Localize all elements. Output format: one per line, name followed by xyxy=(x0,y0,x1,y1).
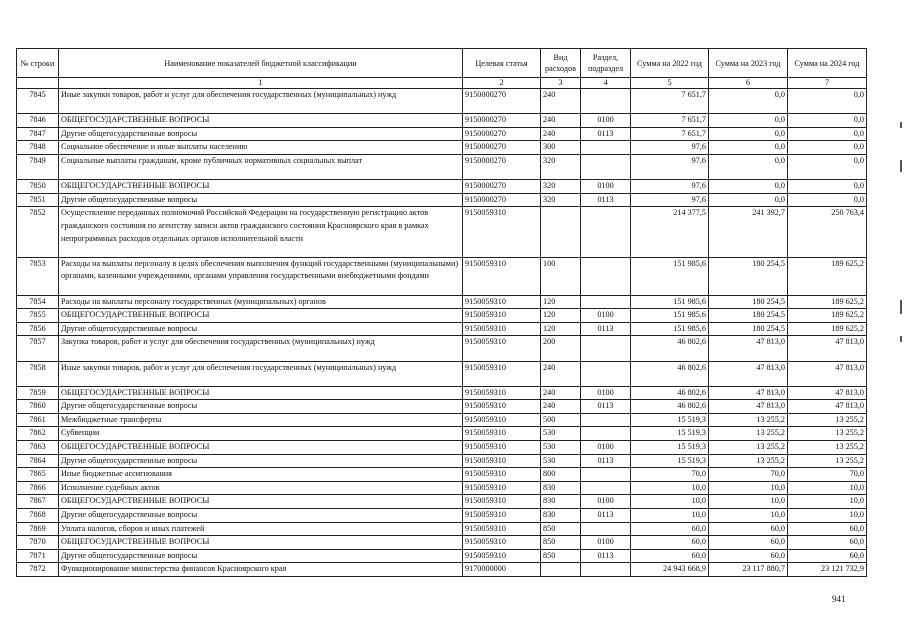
scan-edge-mark xyxy=(900,160,902,172)
table-row xyxy=(17,495,867,509)
row-section: 0100 xyxy=(581,386,631,400)
row-number: 7868 xyxy=(17,509,59,523)
row-name: Иные бюджетные ассигнования xyxy=(59,468,463,482)
table-row xyxy=(17,563,867,577)
row-number: 7864 xyxy=(17,454,59,468)
row-sum-2023: 47 813,0 xyxy=(709,400,788,414)
row-expense-kind: 100 xyxy=(541,257,581,295)
row-section: 0100 xyxy=(581,309,631,323)
row-name: Субвенции xyxy=(59,427,463,441)
row-section xyxy=(581,413,631,427)
column-number: 6 xyxy=(709,78,788,89)
row-number: 7858 xyxy=(17,361,59,386)
row-expense-kind: 240 xyxy=(541,386,581,400)
table-row xyxy=(17,441,867,455)
table-row xyxy=(17,154,867,179)
row-section xyxy=(581,563,631,577)
row-expense-kind: 120 xyxy=(541,295,581,309)
column-number: 4 xyxy=(581,78,631,89)
row-section xyxy=(581,336,631,361)
table-row xyxy=(17,536,867,550)
row-sum-2024: 23 121 732,9 xyxy=(788,563,867,577)
row-number: 7866 xyxy=(17,481,59,495)
row-expense-kind: 850 xyxy=(541,522,581,536)
row-name: Социальное обеспечение и иные выплаты населению xyxy=(59,141,463,155)
row-target-article: 9150059310 xyxy=(463,468,541,482)
row-section xyxy=(581,257,631,295)
table-header xyxy=(17,49,867,89)
row-target-article: 9150059310 xyxy=(463,257,541,295)
row-expense-kind: 120 xyxy=(541,322,581,336)
row-target-article: 9150059310 xyxy=(463,386,541,400)
header-row-number: № строки xyxy=(17,49,59,78)
row-expense-kind: 850 xyxy=(541,536,581,550)
table-row xyxy=(17,141,867,155)
row-sum-2023: 0,0 xyxy=(709,127,788,141)
row-sum-2024: 60,0 xyxy=(788,536,867,550)
row-expense-kind: 850 xyxy=(541,549,581,563)
row-section: 0113 xyxy=(581,322,631,336)
row-section: 0113 xyxy=(581,509,631,523)
row-number: 7862 xyxy=(17,427,59,441)
row-sum-2022: 10,0 xyxy=(631,495,709,509)
row-expense-kind: 300 xyxy=(541,141,581,155)
row-sum-2024: 13 255,2 xyxy=(788,454,867,468)
table-row xyxy=(17,207,867,257)
table-row xyxy=(17,481,867,495)
row-name: Расходы на выплаты персоналу в целях обеспечения выполнения функций государственными (муниципальными) органами, казенными учреждениями, органами управления государственными внебюджетными фондами xyxy=(59,257,463,295)
row-number: 7871 xyxy=(17,549,59,563)
row-sum-2022: 151 985,6 xyxy=(631,322,709,336)
table-row xyxy=(17,127,867,141)
row-sum-2024: 13 255,2 xyxy=(788,427,867,441)
row-section xyxy=(581,141,631,155)
scan-edge-mark xyxy=(900,122,902,128)
row-target-article: 9150000270 xyxy=(463,141,541,155)
row-expense-kind: 830 xyxy=(541,495,581,509)
row-number: 7850 xyxy=(17,180,59,194)
row-expense-kind: 120 xyxy=(541,309,581,323)
row-sum-2022: 97,6 xyxy=(631,154,709,179)
row-sum-2023: 47 813,0 xyxy=(709,386,788,400)
row-expense-kind: 240 xyxy=(541,127,581,141)
column-number: 2 xyxy=(463,78,541,89)
row-number: 7860 xyxy=(17,400,59,414)
row-sum-2023: 180 254,5 xyxy=(709,295,788,309)
row-target-article: 9150059310 xyxy=(463,536,541,550)
row-expense-kind xyxy=(541,563,581,577)
row-number: 7872 xyxy=(17,563,59,577)
table-row xyxy=(17,454,867,468)
row-name: ОБЩЕГОСУДАРСТВЕННЫЕ ВОПРОСЫ xyxy=(59,180,463,194)
row-sum-2024: 0,0 xyxy=(788,180,867,194)
column-number: 3 xyxy=(541,78,581,89)
row-number: 7849 xyxy=(17,154,59,179)
row-target-article: 9150059310 xyxy=(463,522,541,536)
row-expense-kind xyxy=(541,207,581,257)
row-target-article: 9150059310 xyxy=(463,295,541,309)
row-sum-2024: 189 625,2 xyxy=(788,309,867,323)
row-sum-2022: 151 985,6 xyxy=(631,309,709,323)
row-sum-2023: 0,0 xyxy=(709,141,788,155)
header-sum-2023: Сумма на 2023 год xyxy=(709,49,788,78)
row-section: 0100 xyxy=(581,495,631,509)
row-target-article: 9150059310 xyxy=(463,427,541,441)
row-sum-2023: 13 255,2 xyxy=(709,413,788,427)
table-row xyxy=(17,413,867,427)
row-sum-2024: 189 625,2 xyxy=(788,257,867,295)
row-number: 7851 xyxy=(17,193,59,207)
row-name: Расходы на выплаты персоналу государственных (муниципальных) органов xyxy=(59,295,463,309)
row-target-article: 9150059310 xyxy=(463,322,541,336)
row-name: Другие общегосударственные вопросы xyxy=(59,509,463,523)
row-section xyxy=(581,295,631,309)
scan-edge-mark xyxy=(900,300,902,314)
row-target-article: 9150000270 xyxy=(463,180,541,194)
row-sum-2023: 60,0 xyxy=(709,522,788,536)
row-number: 7863 xyxy=(17,441,59,455)
row-sum-2022: 15 519,3 xyxy=(631,413,709,427)
row-section xyxy=(581,361,631,386)
row-sum-2022: 97,6 xyxy=(631,141,709,155)
row-expense-kind: 530 xyxy=(541,427,581,441)
row-section xyxy=(581,468,631,482)
row-sum-2023: 0,0 xyxy=(709,193,788,207)
row-section xyxy=(581,154,631,179)
row-sum-2022: 10,0 xyxy=(631,481,709,495)
row-sum-2022: 15 519,3 xyxy=(631,427,709,441)
row-sum-2022: 97,6 xyxy=(631,193,709,207)
row-sum-2024: 10,0 xyxy=(788,481,867,495)
row-sum-2024: 60,0 xyxy=(788,549,867,563)
column-number xyxy=(17,78,59,89)
header-name: Наименование показателей бюджетной классификации xyxy=(59,49,463,78)
row-name: ОБЩЕГОСУДАРСТВЕННЫЕ ВОПРОСЫ xyxy=(59,309,463,323)
row-sum-2022: 70,0 xyxy=(631,468,709,482)
row-section: 0100 xyxy=(581,536,631,550)
row-sum-2023: 180 254,5 xyxy=(709,309,788,323)
row-sum-2024: 0,0 xyxy=(788,141,867,155)
row-sum-2023: 47 813,0 xyxy=(709,361,788,386)
row-name: Другие общегосударственные вопросы xyxy=(59,193,463,207)
row-section xyxy=(581,522,631,536)
row-target-article: 9150059310 xyxy=(463,495,541,509)
row-expense-kind: 320 xyxy=(541,154,581,179)
column-number: 1 xyxy=(59,78,463,89)
row-target-article: 9150059310 xyxy=(463,454,541,468)
row-sum-2024: 0,0 xyxy=(788,114,867,128)
table-row xyxy=(17,522,867,536)
row-expense-kind: 530 xyxy=(541,454,581,468)
row-sum-2024: 0,0 xyxy=(788,154,867,179)
row-name: Закупка товаров, работ и услуг для обеспечения государственных (муниципальных) нужд xyxy=(59,336,463,361)
row-expense-kind: 530 xyxy=(541,441,581,455)
row-sum-2023: 70,0 xyxy=(709,468,788,482)
header-expense-kind: Вид расходов xyxy=(541,49,581,78)
table-row xyxy=(17,400,867,414)
row-sum-2024: 47 813,0 xyxy=(788,386,867,400)
table-row xyxy=(17,193,867,207)
row-number: 7856 xyxy=(17,322,59,336)
row-name: Другие общегосударственные вопросы xyxy=(59,454,463,468)
row-name: Исполнение судебных актов xyxy=(59,481,463,495)
row-target-article: 9150059310 xyxy=(463,413,541,427)
row-name: Уплата налогов, сборов и иных платежей xyxy=(59,522,463,536)
row-sum-2022: 7 651,7 xyxy=(631,127,709,141)
row-sum-2023: 10,0 xyxy=(709,481,788,495)
row-sum-2023: 180 254,5 xyxy=(709,322,788,336)
row-section xyxy=(581,89,631,114)
row-sum-2023: 10,0 xyxy=(709,509,788,523)
row-sum-2022: 60,0 xyxy=(631,536,709,550)
row-section: 0113 xyxy=(581,193,631,207)
row-section: 0113 xyxy=(581,549,631,563)
row-target-article: 9150059310 xyxy=(463,481,541,495)
row-target-article: 9150000270 xyxy=(463,114,541,128)
row-expense-kind: 800 xyxy=(541,468,581,482)
header-target-article: Целевая статья xyxy=(463,49,541,78)
row-name: Другие общегосударственные вопросы xyxy=(59,127,463,141)
row-sum-2023: 0,0 xyxy=(709,89,788,114)
row-sum-2023: 60,0 xyxy=(709,536,788,550)
row-name: Другие общегосударственные вопросы xyxy=(59,322,463,336)
column-number: 7 xyxy=(788,78,867,89)
row-target-article: 9150059310 xyxy=(463,400,541,414)
row-sum-2024: 47 813,0 xyxy=(788,336,867,361)
table-row xyxy=(17,336,867,361)
row-section xyxy=(581,427,631,441)
row-sum-2022: 24 943 668,9 xyxy=(631,563,709,577)
row-expense-kind: 240 xyxy=(541,361,581,386)
row-number: 7846 xyxy=(17,114,59,128)
row-number: 7859 xyxy=(17,386,59,400)
row-expense-kind: 200 xyxy=(541,336,581,361)
row-target-article: 9150000270 xyxy=(463,154,541,179)
row-target-article: 9150059310 xyxy=(463,509,541,523)
row-sum-2023: 241 392,7 xyxy=(709,207,788,257)
row-sum-2023: 13 255,2 xyxy=(709,454,788,468)
row-number: 7870 xyxy=(17,536,59,550)
row-name: Иные закупки товаров, работ и услуг для обеспечения государственных (муниципальных) нужд xyxy=(59,89,463,114)
row-sum-2024: 47 813,0 xyxy=(788,361,867,386)
column-number: 5 xyxy=(631,78,709,89)
row-sum-2024: 10,0 xyxy=(788,495,867,509)
row-section: 0113 xyxy=(581,454,631,468)
row-section xyxy=(581,207,631,257)
row-name: Функционирование министерства финансов Красноярского края xyxy=(59,563,463,577)
row-section: 0113 xyxy=(581,127,631,141)
row-number: 7848 xyxy=(17,141,59,155)
row-sum-2022: 46 802,6 xyxy=(631,336,709,361)
row-sum-2023: 60,0 xyxy=(709,549,788,563)
row-target-article: 9150059310 xyxy=(463,207,541,257)
row-number: 7869 xyxy=(17,522,59,536)
row-sum-2023: 23 117 880,7 xyxy=(709,563,788,577)
table-row xyxy=(17,89,867,114)
row-number: 7865 xyxy=(17,468,59,482)
row-target-article: 9150000270 xyxy=(463,127,541,141)
row-sum-2022: 151 985,6 xyxy=(631,295,709,309)
table-row xyxy=(17,549,867,563)
row-name: Осуществление переданных полномочий Российской Федерации на государственную регистрацию актов гражданского состояния по агентству записи актов гражданского состояния Красноярского края в рамках непрограммных расходов отдельных органов исполнительной власти xyxy=(59,207,463,257)
row-sum-2024: 47 813,0 xyxy=(788,400,867,414)
row-target-article: 9150059310 xyxy=(463,441,541,455)
table-row xyxy=(17,295,867,309)
budget-table xyxy=(16,48,867,577)
row-number: 7857 xyxy=(17,336,59,361)
page-number: 941 xyxy=(832,594,846,604)
row-name: Другие общегосударственные вопросы xyxy=(59,400,463,414)
row-section: 0100 xyxy=(581,114,631,128)
row-target-article: 9170000000 xyxy=(463,563,541,577)
row-number: 7867 xyxy=(17,495,59,509)
row-name: Социальные выплаты гражданам, кроме публичных нормативных социальных выплат xyxy=(59,154,463,179)
row-target-article: 9150000270 xyxy=(463,193,541,207)
row-expense-kind: 240 xyxy=(541,400,581,414)
row-sum-2023: 47 813,0 xyxy=(709,336,788,361)
row-sum-2022: 46 802,6 xyxy=(631,361,709,386)
row-sum-2022: 46 802,6 xyxy=(631,400,709,414)
table-row xyxy=(17,427,867,441)
row-sum-2023: 180 254,5 xyxy=(709,257,788,295)
row-sum-2024: 70,0 xyxy=(788,468,867,482)
table-body xyxy=(17,89,867,577)
table-row xyxy=(17,257,867,295)
row-sum-2022: 7 651,7 xyxy=(631,114,709,128)
row-sum-2022: 214 377,5 xyxy=(631,207,709,257)
header-section: Раздел, подраздел xyxy=(581,49,631,78)
row-target-article: 9150059310 xyxy=(463,336,541,361)
row-name: ОБЩЕГОСУДАРСТВЕННЫЕ ВОПРОСЫ xyxy=(59,386,463,400)
row-number: 7854 xyxy=(17,295,59,309)
table-row xyxy=(17,509,867,523)
row-name: ОБЩЕГОСУДАРСТВЕННЫЕ ВОПРОСЫ xyxy=(59,495,463,509)
row-expense-kind: 320 xyxy=(541,180,581,194)
row-sum-2022: 97,6 xyxy=(631,180,709,194)
row-sum-2023: 10,0 xyxy=(709,495,788,509)
row-section: 0100 xyxy=(581,180,631,194)
scan-edge-mark xyxy=(900,336,902,342)
row-name: Иные закупки товаров, работ и услуг для обеспечения государственных (муниципальных) нужд xyxy=(59,361,463,386)
row-sum-2022: 151 985,6 xyxy=(631,257,709,295)
row-sum-2023: 0,0 xyxy=(709,114,788,128)
row-expense-kind: 320 xyxy=(541,193,581,207)
row-sum-2024: 0,0 xyxy=(788,127,867,141)
row-name: ОБЩЕГОСУДАРСТВЕННЫЕ ВОПРОСЫ xyxy=(59,536,463,550)
row-sum-2024: 60,0 xyxy=(788,522,867,536)
header-sum-2022: Сумма на 2022 год xyxy=(631,49,709,78)
row-name: Другие общегосударственные вопросы xyxy=(59,549,463,563)
row-number: 7847 xyxy=(17,127,59,141)
row-sum-2022: 60,0 xyxy=(631,522,709,536)
row-sum-2022: 7 651,7 xyxy=(631,89,709,114)
row-section: 0100 xyxy=(581,441,631,455)
table-row xyxy=(17,386,867,400)
row-section: 0113 xyxy=(581,400,631,414)
row-sum-2024: 189 625,2 xyxy=(788,295,867,309)
row-target-article: 9150059310 xyxy=(463,309,541,323)
row-target-article: 9150059310 xyxy=(463,361,541,386)
row-name: ОБЩЕГОСУДАРСТВЕННЫЕ ВОПРОСЫ xyxy=(59,441,463,455)
row-number: 7845 xyxy=(17,89,59,114)
row-expense-kind: 830 xyxy=(541,509,581,523)
table-row xyxy=(17,114,867,128)
table-row xyxy=(17,322,867,336)
row-sum-2023: 13 255,2 xyxy=(709,441,788,455)
row-target-article: 9150000270 xyxy=(463,89,541,114)
table-row xyxy=(17,309,867,323)
row-sum-2022: 15 519,3 xyxy=(631,454,709,468)
row-sum-2024: 13 255,2 xyxy=(788,413,867,427)
row-sum-2023: 0,0 xyxy=(709,154,788,179)
row-sum-2023: 13 255,2 xyxy=(709,427,788,441)
row-expense-kind: 500 xyxy=(541,413,581,427)
row-target-article: 9150059310 xyxy=(463,549,541,563)
row-sum-2023: 0,0 xyxy=(709,180,788,194)
column-number-row xyxy=(17,78,867,89)
row-expense-kind: 830 xyxy=(541,481,581,495)
row-sum-2022: 10,0 xyxy=(631,509,709,523)
table-row xyxy=(17,180,867,194)
row-sum-2022: 46 802,6 xyxy=(631,386,709,400)
row-sum-2024: 250 763,4 xyxy=(788,207,867,257)
row-sum-2024: 13 255,2 xyxy=(788,441,867,455)
row-sum-2024: 189 625,2 xyxy=(788,322,867,336)
row-number: 7853 xyxy=(17,257,59,295)
table-row xyxy=(17,468,867,482)
header-sum-2024: Сумма на 2024 год xyxy=(788,49,867,78)
row-name: Межбюджетные трансферты xyxy=(59,413,463,427)
row-number: 7861 xyxy=(17,413,59,427)
row-expense-kind: 240 xyxy=(541,89,581,114)
row-number: 7855 xyxy=(17,309,59,323)
row-sum-2024: 0,0 xyxy=(788,193,867,207)
row-section xyxy=(581,481,631,495)
row-sum-2024: 0,0 xyxy=(788,89,867,114)
row-sum-2022: 15 519,3 xyxy=(631,441,709,455)
row-sum-2024: 10,0 xyxy=(788,509,867,523)
row-sum-2022: 60,0 xyxy=(631,549,709,563)
row-name: ОБЩЕГОСУДАРСТВЕННЫЕ ВОПРОСЫ xyxy=(59,114,463,128)
row-expense-kind: 240 xyxy=(541,114,581,128)
row-number: 7852 xyxy=(17,207,59,257)
table-row xyxy=(17,361,867,386)
